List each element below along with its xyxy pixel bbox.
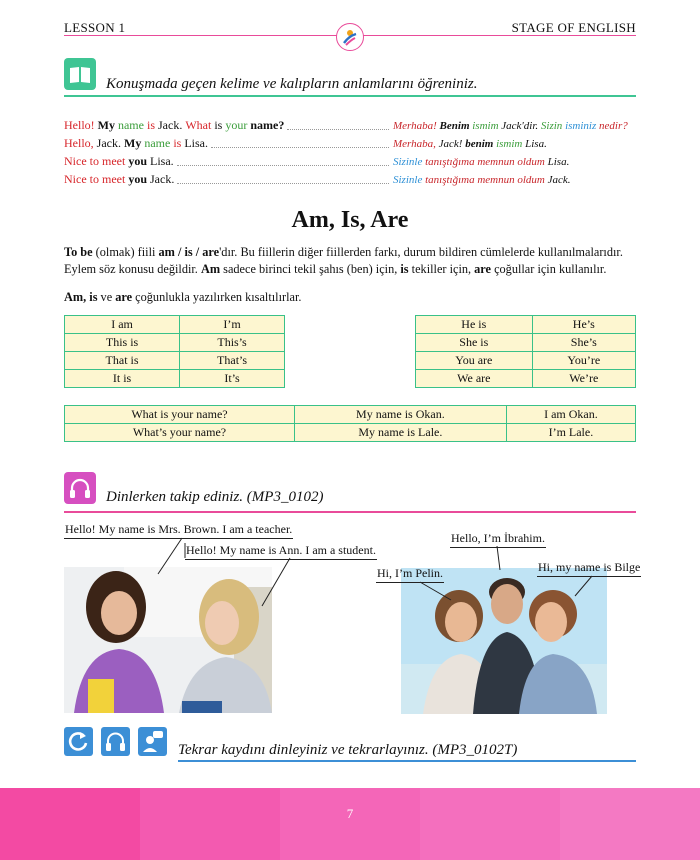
paragraph-segment: is [400,262,409,276]
paragraph-segment: 'dır. Bu fiillerin diğer fiillerden farkı, durum bildiren cümlelerde kullanılmalarıdır. Eylem söz konusu değildir. [64,245,623,276]
phrase-word: name? [250,118,285,132]
table-cell: I’m [180,316,285,334]
translation-word: Merhaba, [393,138,439,150]
phrase-word: Hello, [64,136,97,150]
paragraph-segment: Am, is [64,290,98,304]
table-cell: We are [416,370,533,388]
table-cell: He is [416,316,533,334]
section-title: Tekrar kaydını dinleyiniz ve tekrarlayınız. (MP3_0102T) [178,742,518,758]
paragraph-segment: (olmak) fiili [92,245,159,259]
table-cell: What is your name? [65,406,295,424]
page-number: 7 [346,806,354,821]
paragraph-segment: çoğunlukla yazılırken kısaltılırlar. [132,290,302,304]
translation-word: ismim [472,120,502,132]
phrase-word: Jack. [150,172,175,186]
table-cell: We’re [532,370,635,388]
table-cell: I am [65,316,180,334]
table-cell: That’s [180,352,285,370]
phrase-word: My [124,136,145,150]
phrase-word: name [144,136,174,150]
table-cell: It’s [180,370,285,388]
phrase-word: Jack. [158,118,186,132]
phrase-word: is [214,118,226,132]
phrase-word: What [185,118,215,132]
page-title: Am, Is, Are [291,207,409,233]
paragraph-segment: çoğullar için kullanılır. [491,262,607,276]
phrase-word: name [117,118,147,132]
speech-bubble-pelin: Hi, I’m Pelin. [376,566,444,583]
page-footer [0,788,700,860]
translation-word: Sizin [540,120,566,132]
table-cell: You’re [532,352,635,370]
phrase-word: Lisa. [184,136,209,150]
phrase-word: is [146,118,158,132]
footer-band [0,788,140,860]
lesson-label: LESSON 1 [64,20,126,35]
translation-word: benim [465,138,497,150]
table-cell: It is [65,370,180,388]
phrase-word: My [97,118,118,132]
table-cell: He’s [532,316,635,334]
translation-word: ismim [496,138,526,150]
phrase-word: Jack. [96,136,124,150]
translation-word: Lisa. [547,156,570,168]
paragraph-segment: To be [64,245,93,259]
phrase-word: Hello! [64,118,98,132]
paragraph-segment: am / is / are [158,245,220,259]
phrase-word: your [225,118,251,132]
table-cell: I’m Lale. [506,424,635,442]
speech-bubble-ann: Hello! My name is Ann. I am a student. [185,543,377,560]
footer-band [140,788,280,860]
translation-word: tanıştığıma memnun oldum [425,174,548,186]
translation-word: Lisa. [525,138,547,150]
translation-word: Sizinle [393,156,426,168]
paragraph-segment: ve [97,290,116,304]
table-cell: That is [65,352,180,370]
table-cell: My name is Okan. [294,406,506,424]
table-cell: She is [416,334,533,352]
speech-bubble-ibrahim: Hello, I’m İbrahim. [450,531,546,548]
table-cell: This’s [180,334,285,352]
footer-band [560,788,700,860]
table-cell: She’s [532,334,635,352]
translation-word: Sizinle [393,174,426,186]
translation-word: isminiz [565,120,599,132]
paragraph-segment: are [474,262,491,276]
phrase-word: Lisa. [150,154,174,168]
phrase-word: you [128,172,150,186]
translation-word: Benim [439,120,473,132]
translation-word: nedir? [599,120,628,132]
phrase-word: you [128,154,150,168]
section-rule [178,760,636,762]
table-cell: You are [416,352,533,370]
speech-bubble-mrs-brown: Hello! My name is Mrs. Brown. I am a teacher. [64,522,293,539]
paragraph-segment: sadece birinci tekil şahıs (ben) için, [220,262,401,276]
table-cell: I am Okan. [506,406,635,424]
table-cell: This is [65,334,180,352]
translation-word: tanıştığıma memnun oldum [425,156,548,168]
phrase-word: Nice to meet [64,154,129,168]
paragraph-segment: are [115,290,133,304]
phrase-word: Nice to meet [64,172,129,186]
section-repeat [64,727,636,763]
translation-word: Merhaba! [393,120,440,132]
translation-word: Jack! [438,138,466,150]
phrase-word: is [173,136,185,150]
table-cell: My name is Lale. [294,424,506,442]
speech-bubble-bilge: Hi, my name is Bilge [537,560,641,577]
table-cell: What’s your name? [65,424,295,442]
translation-word: Jack'dir. [501,120,541,132]
book-title: STAGE OF ENGLISH [511,20,636,35]
paragraph-segment: Am [200,262,221,276]
footer-band [420,788,560,860]
footer-band [280,788,420,860]
paragraph-segment: tekiller için, [408,262,475,276]
translation-word: Jack. [547,174,571,186]
section-title: Konuşmada geçen kelime ve kalıpların anlamlarını öğreniniz. [106,76,478,92]
section-title: Dinlerken takip ediniz. (MP3_0102) [106,489,324,505]
